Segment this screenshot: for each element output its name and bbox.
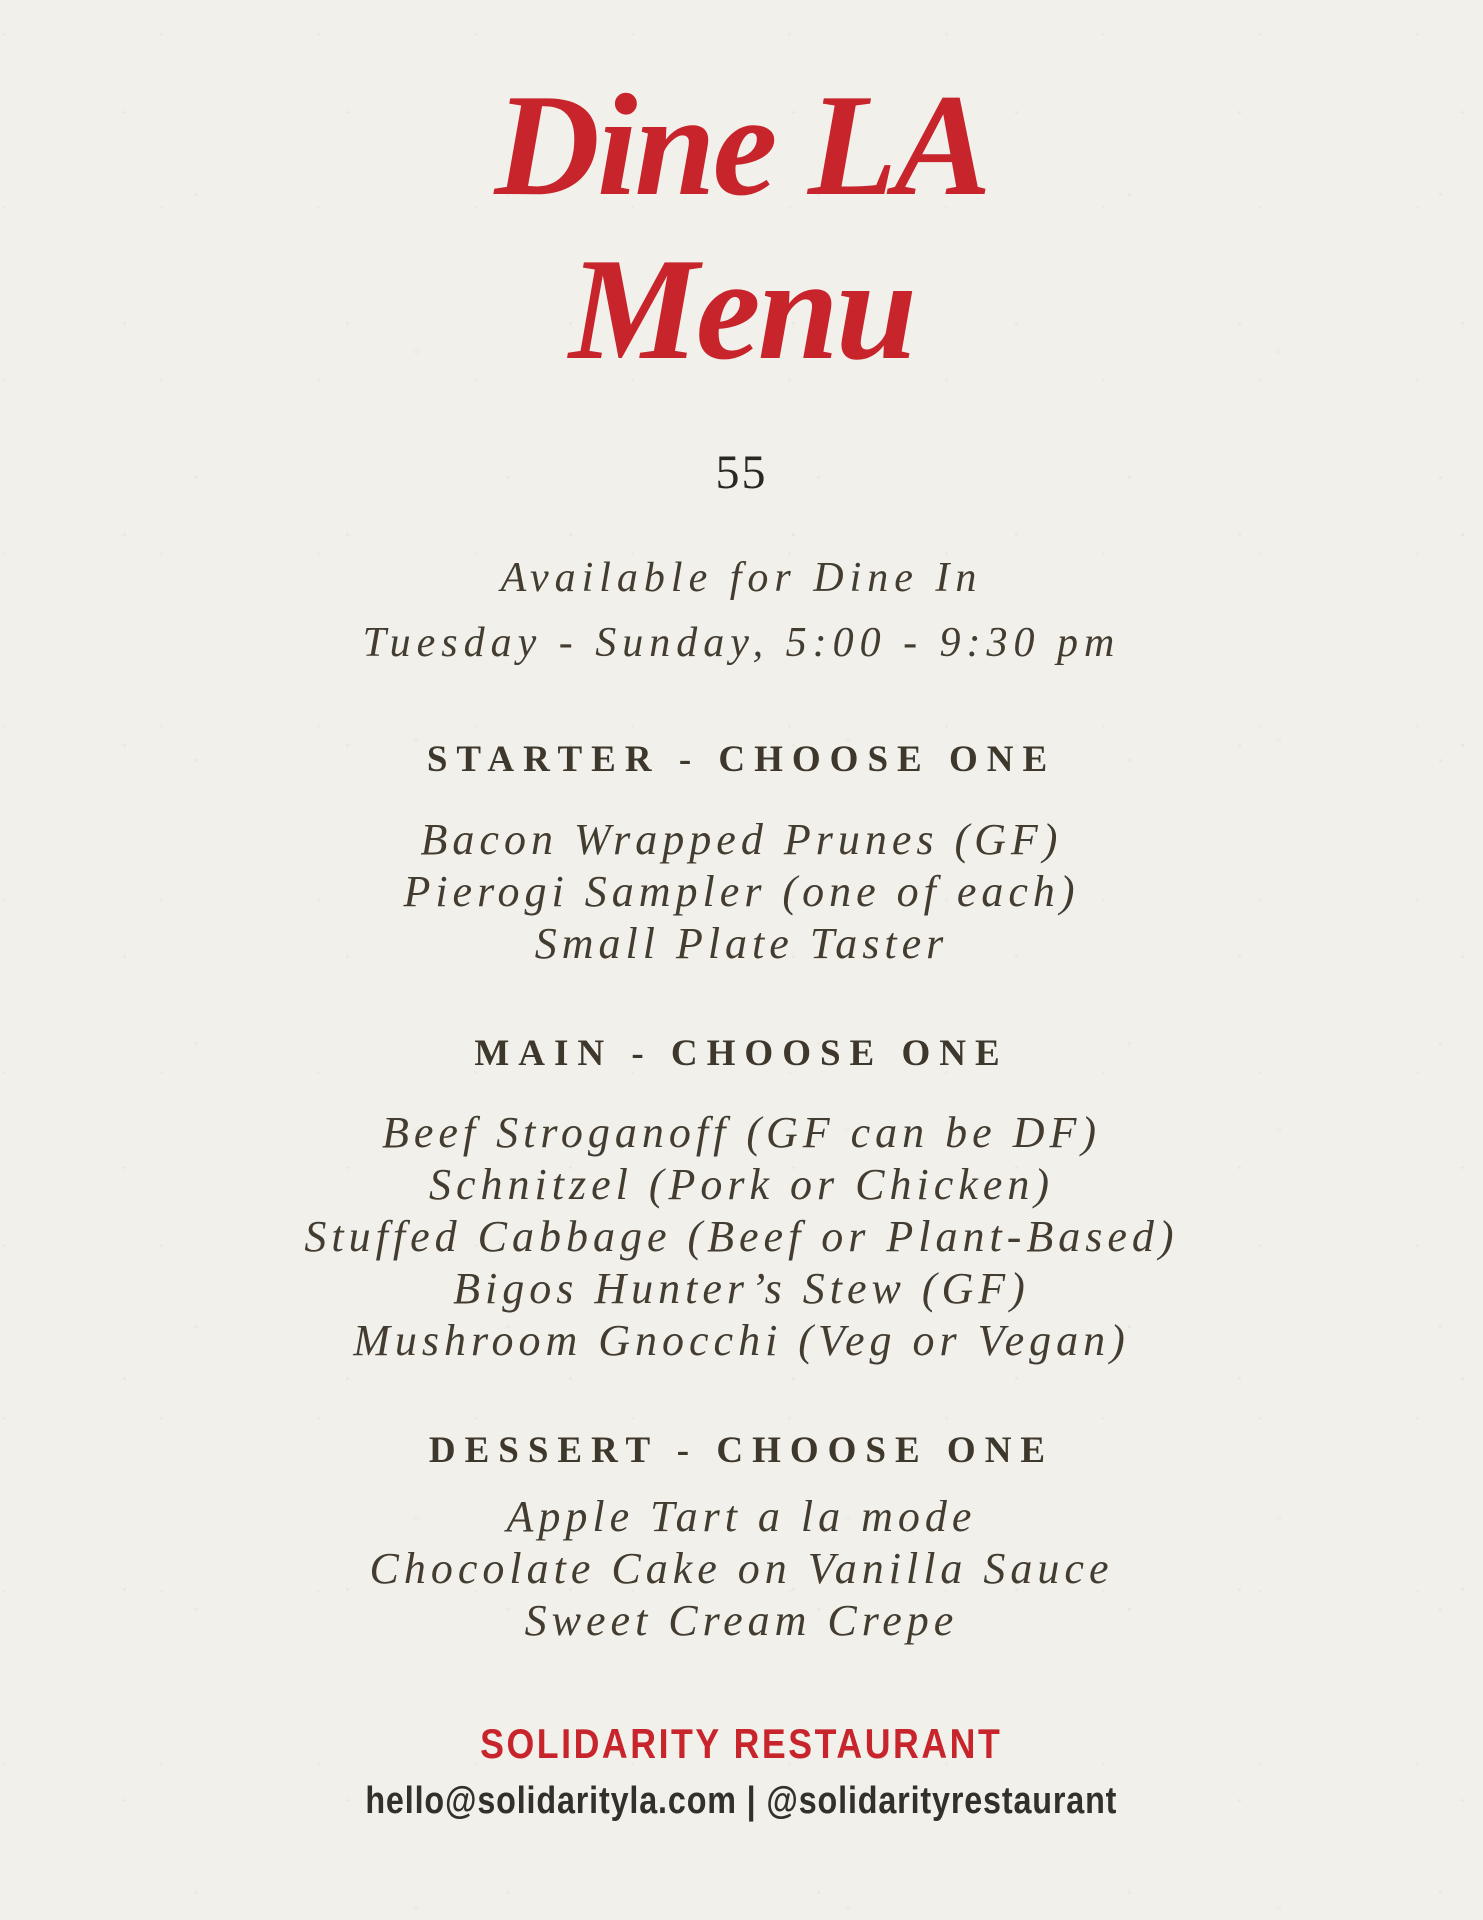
menu-title-line-1: Dine LA (494, 64, 989, 226)
menu-sections (0, 732, 1483, 1647)
menu-section-starter (0, 732, 1483, 970)
menu-item: Schnitzel (Pork or Chicken) (429, 1160, 1054, 1210)
menu-item: Mushroom Gnocchi (Veg or Vegan) (353, 1316, 1130, 1366)
menu-item: Small Plate Taster (534, 918, 949, 968)
menu-section-dessert (0, 1423, 1483, 1647)
menu-item: Pierogi Sampler (one of each) (403, 866, 1080, 916)
availability-info (0, 546, 1483, 676)
restaurant-name: SOLIDARITY RESTAURANT (480, 1719, 1003, 1767)
menu-item: Bacon Wrapped Prunes (GF) (420, 814, 1063, 864)
restaurant-name-row (0, 1719, 1483, 1769)
contact-row (0, 1777, 1483, 1826)
availability-line-2: Tuesday - Sunday, 5:00 - 9:30 pm (362, 620, 1121, 667)
contact-line: hello@solidarityla.com | @solidarityrestaurant (365, 1780, 1118, 1823)
section-heading: MAIN - CHOOSE ONE (474, 1032, 1009, 1074)
menu-item: Chocolate Cake on Vanilla Sauce (369, 1543, 1114, 1593)
menu-item: Sweet Cream Crepe (524, 1595, 959, 1645)
menu-title (0, 64, 1483, 391)
section-items (0, 1107, 1483, 1367)
menu-item: Stuffed Cabbage (Beef or Plant-Based) (304, 1212, 1179, 1262)
menu-price: 55 (715, 446, 768, 500)
section-items (0, 1491, 1483, 1647)
availability-line-1: Available for Dine In (500, 555, 983, 602)
menu-section-main (0, 1026, 1483, 1368)
section-heading: DESSERT - CHOOSE ONE (428, 1430, 1055, 1472)
menu-item: Bigos Hunter’s Stew (GF) (453, 1264, 1030, 1314)
section-heading: STARTER - CHOOSE ONE (426, 739, 1057, 781)
menu-item: Apple Tart a la mode (506, 1491, 977, 1541)
menu-footer (0, 1719, 1483, 1827)
section-items (0, 814, 1483, 970)
menu-title-line-2: Menu (568, 227, 914, 390)
menu-item: Beef Stroganoff (GF can be DF) (382, 1108, 1101, 1158)
